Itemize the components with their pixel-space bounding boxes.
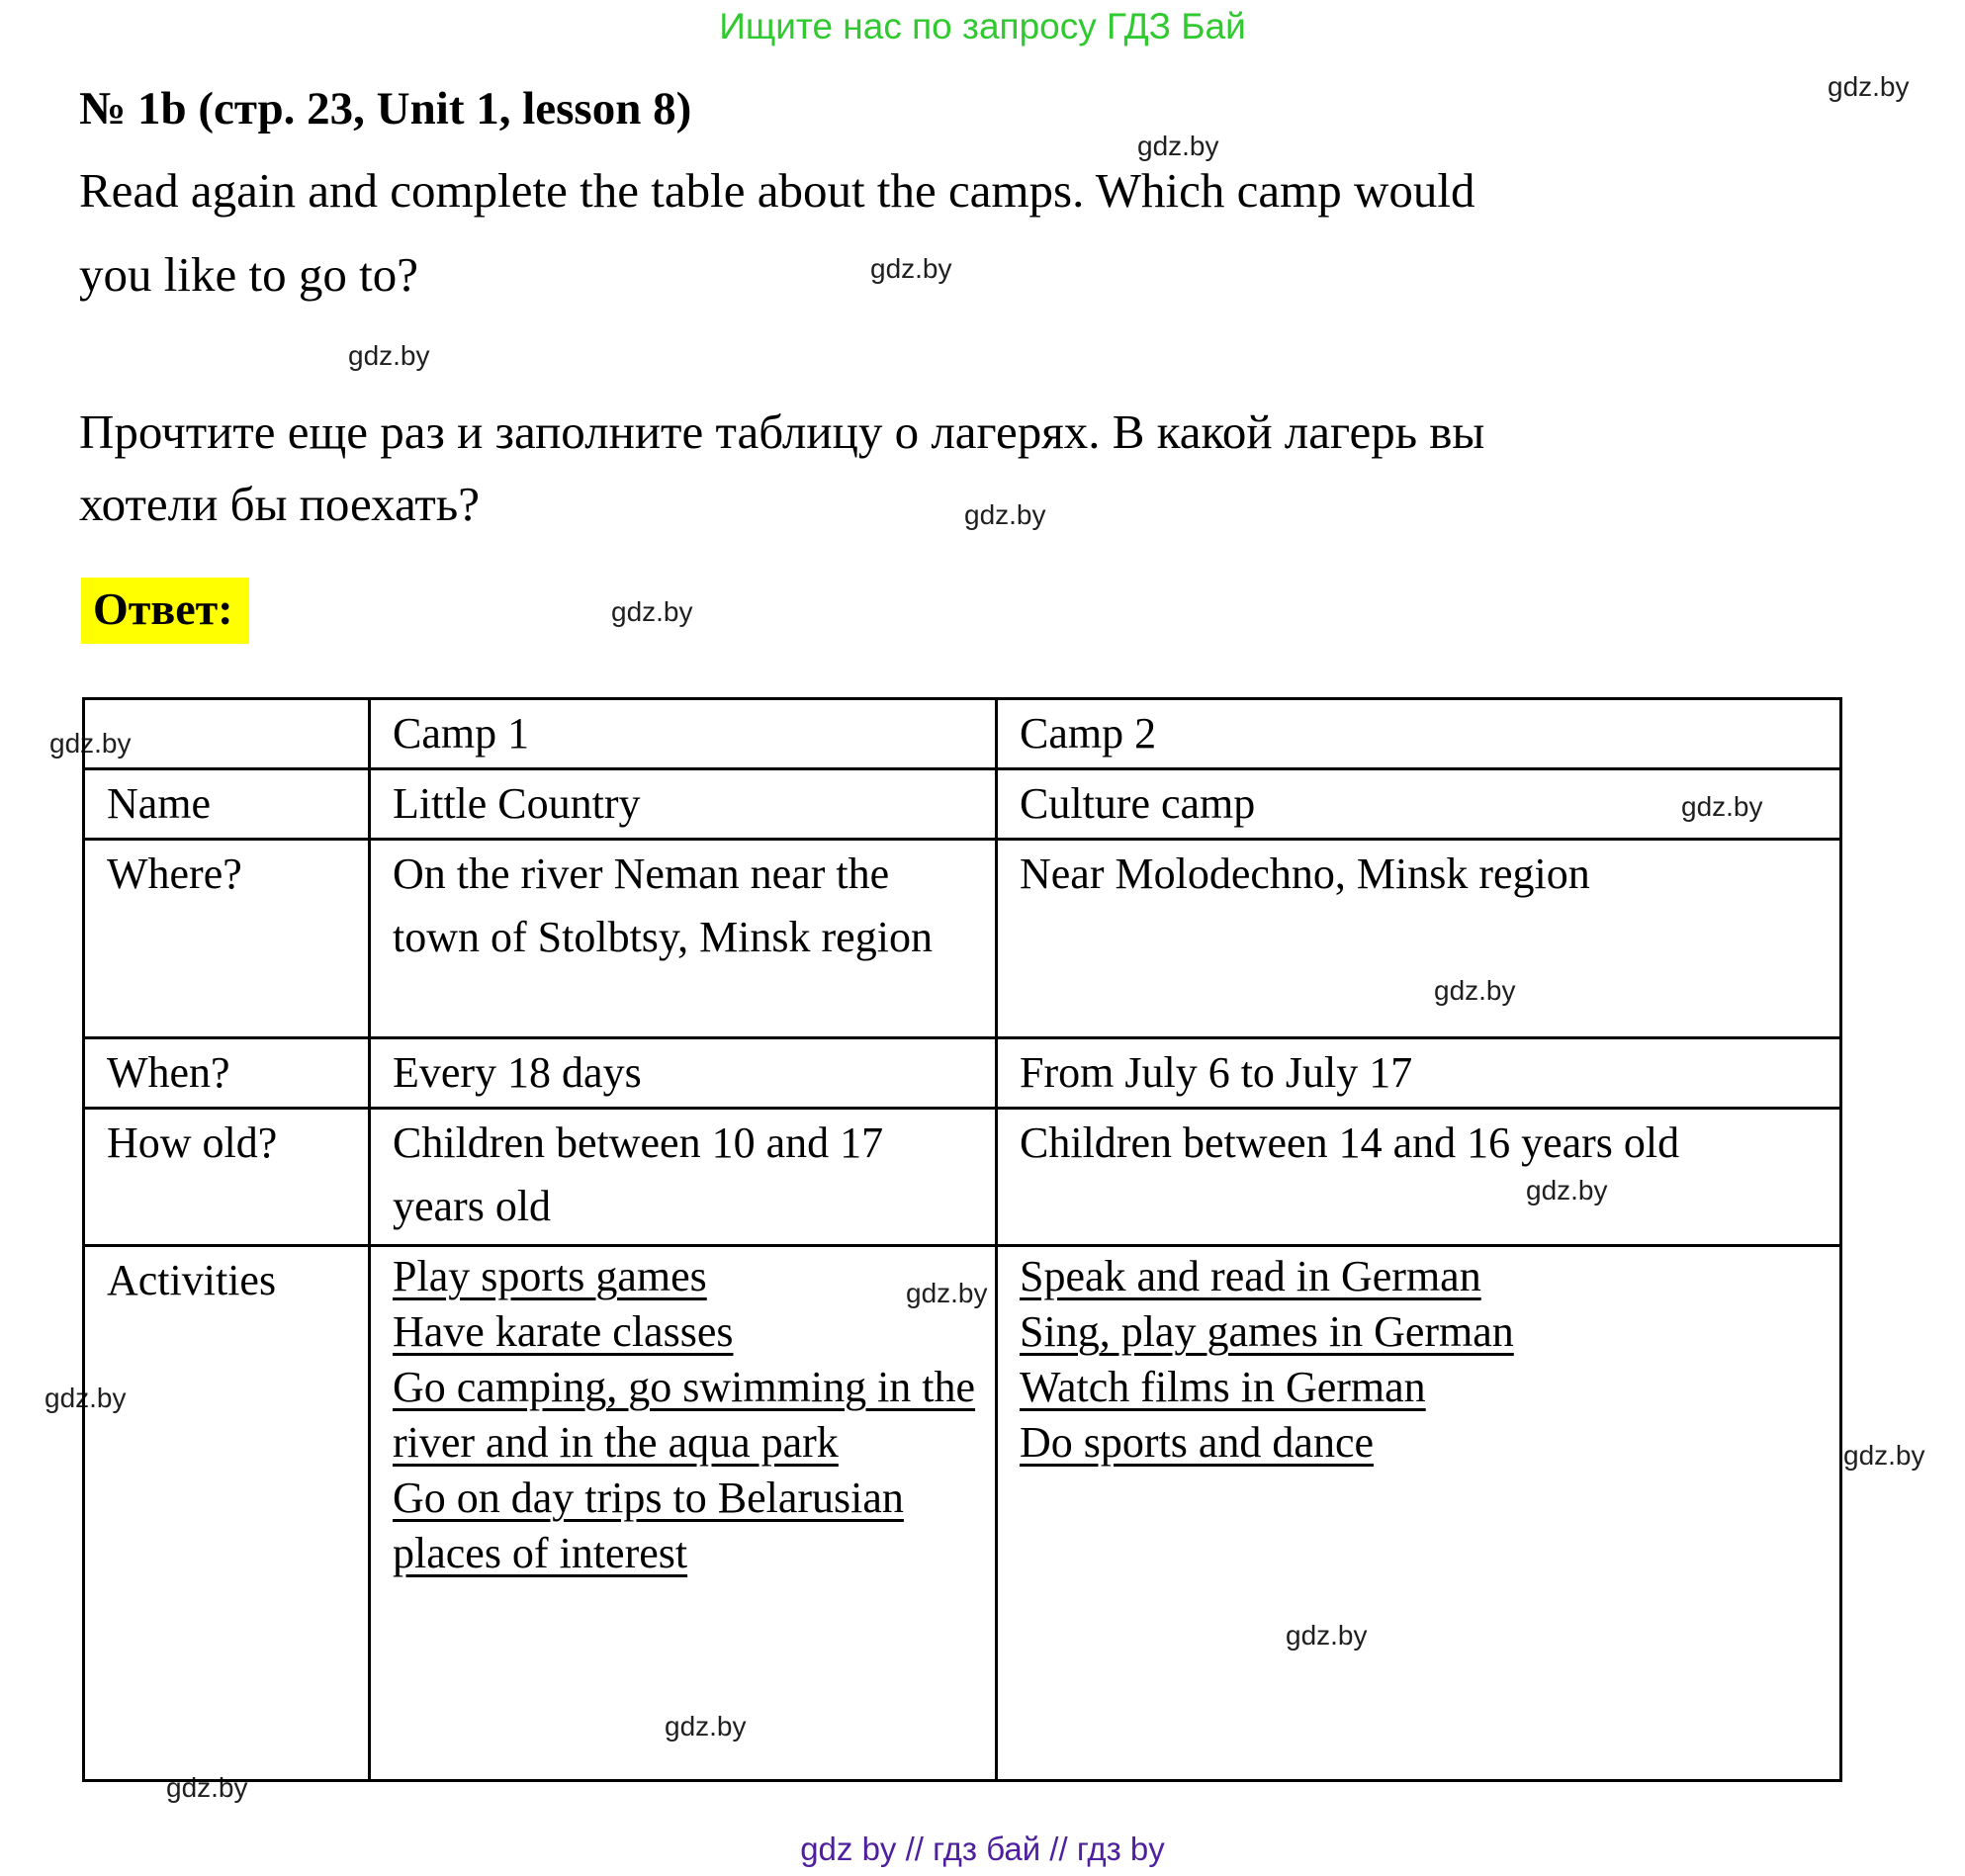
task-text-russian-line: хотели бы поехать? <box>79 477 480 531</box>
row-label: Activities <box>84 1246 370 1781</box>
cell-camp1-how-old <box>370 1109 997 1246</box>
task-text-english <box>79 148 1474 316</box>
task-text-russian <box>79 396 1484 540</box>
activity-item: Watch films in German <box>1020 1363 1426 1411</box>
gdz-watermark: gdz.by <box>1137 131 1219 161</box>
table-header-row <box>84 699 1841 769</box>
gdz-watermark: gdz.by <box>1526 1175 1608 1206</box>
activity-item: Go on day trips to Belarusian places of interest <box>393 1474 904 1577</box>
activity-item: Do sports and dance <box>1020 1418 1375 1467</box>
activity-item: Go camping, go swimming in the river and in the aqua park <box>393 1363 976 1467</box>
exercise-title: № 1b (стр. 23, Unit 1, lesson 8) <box>79 83 692 134</box>
cell-camp2-when: From July 6 to July 17 <box>997 1038 1841 1109</box>
table-row-when <box>84 1038 1841 1109</box>
cell-text: Children between 14 and 16 years old <box>1020 1118 1680 1167</box>
cell-text: Children between 10 and 17 years old <box>393 1118 884 1230</box>
activity-item: Have karate classes <box>393 1307 734 1356</box>
site-footer: gdz by // гдз бай // гдз by <box>800 1831 1165 1867</box>
promo-banner: Ищите нас по запросу ГДЗ Бай <box>719 6 1246 46</box>
gdz-watermark: gdz.by <box>665 1711 747 1742</box>
task-text-russian-line: Прочтите еще раз и заполните таблицу о лагерях. В какой лагерь вы <box>79 404 1485 459</box>
cell-camp1-when: Every 18 days <box>370 1038 997 1109</box>
activity-item: Speak and read in German <box>1020 1252 1481 1300</box>
gdz-watermark: gdz.by <box>964 499 1046 530</box>
table-row-how-old <box>84 1109 1841 1246</box>
camps-table <box>82 697 1842 1782</box>
header-cell-camp1: Camp 1 <box>370 699 997 769</box>
gdz-watermark: gdz.by <box>49 728 132 759</box>
cell-camp2-where: Near Molodechno, Minsk region <box>997 840 1841 1038</box>
row-label: How old? <box>84 1109 370 1246</box>
cell-camp2-how-old <box>997 1109 1841 1246</box>
cell-camp1-activities <box>370 1246 997 1781</box>
gdz-watermark: gdz.by <box>1828 71 1910 102</box>
row-label: Where? <box>84 840 370 1038</box>
gdz-watermark: gdz.by <box>348 340 430 371</box>
row-label: Name <box>84 769 370 840</box>
activity-item: Play sports games <box>393 1252 707 1300</box>
cell-camp2-activities <box>997 1246 1841 1781</box>
cell-camp2-name: Culture camp <box>997 769 1841 840</box>
gdz-watermark: gdz.by <box>1843 1440 1925 1471</box>
gdz-watermark: gdz.by <box>611 596 693 627</box>
table-row-activities <box>84 1246 1841 1781</box>
gdz-watermark: gdz.by <box>1434 975 1516 1006</box>
task-text-english-line: you like to go to? <box>79 247 418 302</box>
cell-camp1-where: On the river Neman near the town of Stolbtsy, Minsk region <box>370 840 997 1038</box>
table-row-where <box>84 840 1841 1038</box>
answer-label: Ответ: <box>81 578 249 644</box>
gdz-watermark: gdz.by <box>906 1278 988 1308</box>
activity-item: Sing, play games in German <box>1020 1307 1514 1356</box>
gdz-watermark: gdz.by <box>1681 791 1763 822</box>
row-label: When? <box>84 1038 370 1109</box>
header-cell-camp2: Camp 2 <box>997 699 1841 769</box>
gdz-watermark: gdz.by <box>1286 1620 1368 1651</box>
gdz-watermark: gdz.by <box>166 1772 248 1803</box>
table-row-name <box>84 769 1841 840</box>
cell-camp1-name: Little Country <box>370 769 997 840</box>
task-text-english-line: Read again and complete the table about the camps. Which camp would <box>79 163 1475 218</box>
gdz-watermark: gdz.by <box>45 1383 127 1413</box>
gdz-watermark: gdz.by <box>870 253 952 284</box>
header-cell-empty <box>84 699 370 769</box>
